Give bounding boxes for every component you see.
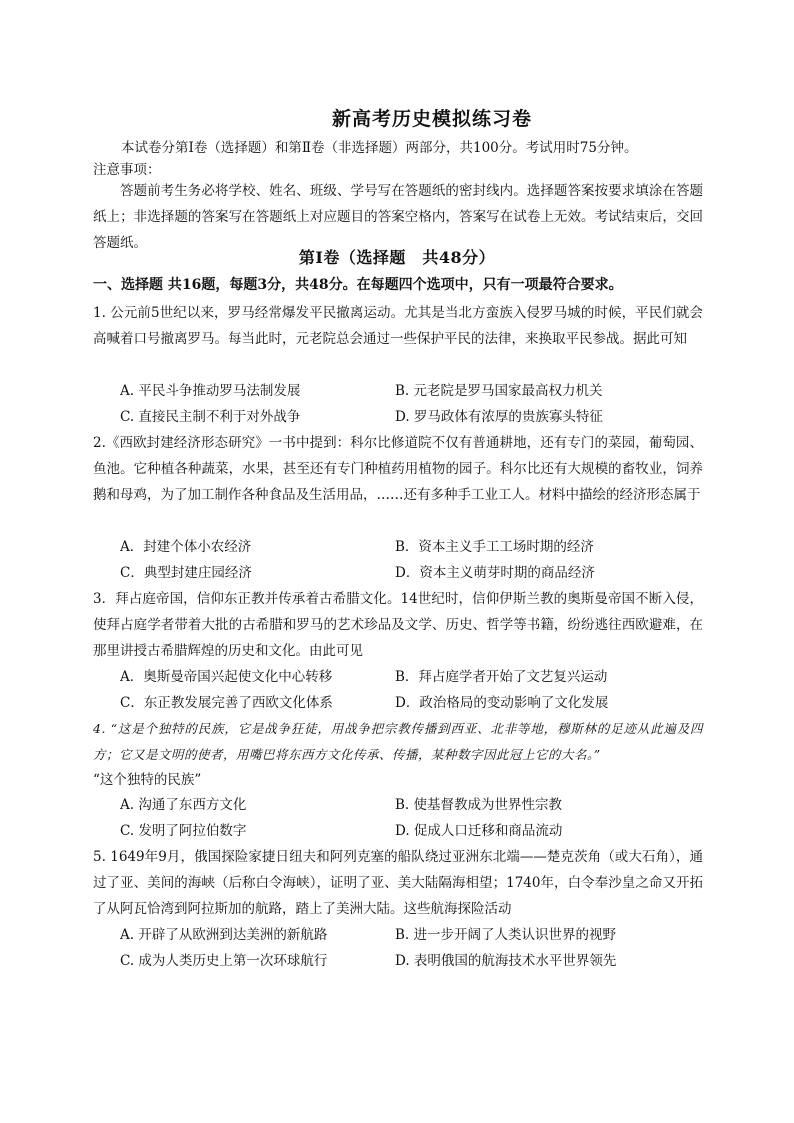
question-3-option-d[interactable]: D．政治格局的变动影响了文化发展: [395, 695, 609, 711]
question-3-option-b[interactable]: B．拜占庭学者开始了文艺复兴运动: [395, 669, 608, 685]
question-3-option-c[interactable]: C．东正教发展完善了西欧文化体系: [120, 695, 333, 711]
question-4-quote: 4. “这是个独特的民族，它是战争狂徒，用战争把宗教传播到西亚、北非等地，穆斯林的足迹从此遍及四方；它又是文明的使者，用嘴巴将东西方文化传承、传播，某种数字因此冠上它的大名。”: [93, 721, 703, 762]
question-5-option-a[interactable]: A. 开辟了从欧洲到达美洲的新航路: [120, 927, 328, 943]
question-2-option-b[interactable]: B．资本主义手工工场时期的经济: [395, 539, 594, 555]
question-5-option-b[interactable]: B. 进一步开阔了人类认识世界的视野: [395, 927, 617, 943]
question-2-option-d[interactable]: D．资本主义萌芽时期的商品经济: [395, 565, 595, 581]
question-5-options: [120, 922, 720, 974]
question-2-option-a[interactable]: A．封建个体小农经济: [120, 539, 252, 555]
question-3-options: [120, 664, 720, 716]
question-1-option-b[interactable]: B. 元老院是罗马国家最高权力机关: [395, 383, 603, 399]
question-3-stem: 3．拜占庭帝国，信仰东正教并传承着古希腊文化。14世纪时，信仰伊斯兰教的奥斯曼帝国不断入侵，使拜占庭学者带着大批的古希腊和罗马的艺术珍品及文学、历史、哲学等书籍，纷纷逃往西欧避难，在那里讲授古希腊辉煌的历史和文化。由此可见: [93, 591, 703, 659]
exam-intro: 本试卷分第Ⅰ卷（选择题）和第Ⅱ卷（非选择题）两部分，共100分。考试用时75分钟。: [121, 140, 638, 156]
exam-title: 新高考历史模拟练习卷: [331, 108, 532, 130]
question-4-option-d[interactable]: D. 促成人口迁移和商品流动: [395, 823, 563, 839]
question-5-stem: 5. 1649年9月，俄国探险家捷日纽夫和阿列克塞的船队绕过亚洲东北端——楚克茨角（或大石角），通过了亚、美间的海峡（后称白令海峡），证明了亚、美大陆隔海相望；1740年，白令奉沙皇之命又开拓了从阿瓦恰湾到阿拉斯加的航路，踏上了美洲大陆。这些航海探险活动: [93, 849, 703, 917]
section-title: 第Ⅰ卷（选择题 共48分）: [298, 248, 496, 267]
question-4-option-a[interactable]: A. 沟通了东西方文化: [120, 797, 247, 813]
question-3-option-a[interactable]: A．奥斯曼帝国兴起使文化中心转移: [120, 669, 333, 685]
notice-label: 注意事项：: [93, 162, 161, 178]
notice-text: 答题前考生务必将学校、姓名、班级、学号写在答题纸的密封线内。选择题答案按要求填涂在答题纸上；非选择题的答案写在答题纸上对应题目的答案空格内，答案写在试卷上无效。考试结束后，交回答题纸。: [93, 183, 703, 251]
question-1-stem: 1. 公元前5世纪以来，罗马经常爆发平民撤离运动。尤其是当北方蛮族入侵罗马城的时候，平民们就会高喊着口号撤离罗马。每当此时，元老院总会通过一些保护平民的法律，来换取平民参战。据此可知: [93, 305, 703, 347]
question-2-options: [120, 534, 720, 586]
question-4-option-b[interactable]: B. 使基督教成为世界性宗教: [395, 797, 563, 813]
question-4-tail: “这个独特的民族”: [93, 772, 202, 788]
question-2-stem: 2.《西欧封建经济形态研究》一书中提到：科尔比修道院不仅有普通耕地，还有专门的菜园，葡萄园、鱼池。它种植各种蔬菜，水果，甚至还有专门种植药用植物的园子。科尔比还有大规模的畜牧业，饲养鹅和母鸡，为了加工制作各种食品及生活用品，……还有多种手工业工人。材料中描绘的经济形态属于: [93, 435, 703, 503]
question-1-option-d[interactable]: D. 罗马政体有浓厚的贵族寡头特征: [395, 409, 603, 425]
section-instruction: 一、选择题 共16题，每题3分，共48分。在每题四个选项中，只有一项最符合要求。: [93, 277, 623, 293]
question-5-option-c[interactable]: C. 成为人类历史上第一次环球航行: [120, 953, 328, 969]
question-4-option-c[interactable]: C. 发明了阿拉伯数字: [120, 823, 247, 839]
question-4-options: [120, 792, 720, 844]
question-2-option-c[interactable]: C．典型封建庄园经济: [120, 565, 252, 581]
question-1-options: [120, 378, 720, 430]
question-5-option-d[interactable]: D. 表明俄国的航海技术水平世界领先: [395, 953, 617, 969]
question-1-option-a[interactable]: A. 平民斗争推动罗马法制发展: [120, 383, 301, 399]
question-1-option-c[interactable]: C. 直接民主制不利于对外战争: [120, 409, 301, 425]
